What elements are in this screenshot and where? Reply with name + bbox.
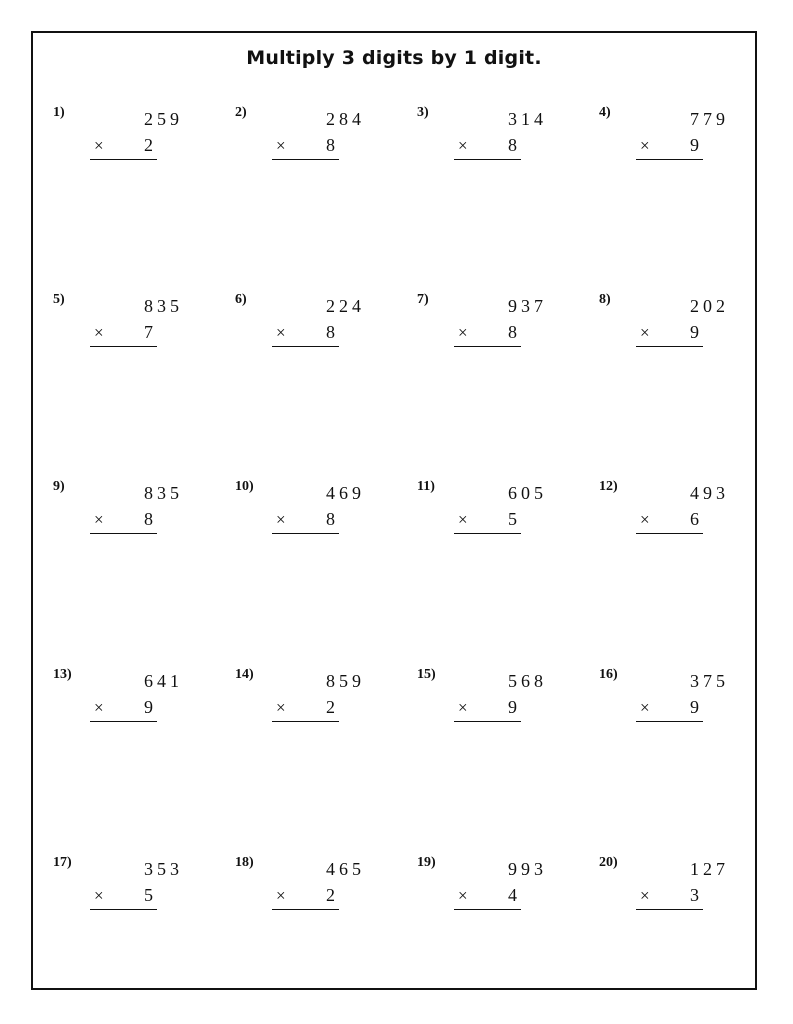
multiplication-problem bbox=[599, 667, 729, 737]
problem-number: 1) bbox=[53, 105, 65, 120]
times-sign: × bbox=[458, 136, 468, 155]
multiplier-row bbox=[636, 697, 703, 722]
multiplicand: 284 bbox=[326, 109, 365, 129]
multiplicand: 375 bbox=[690, 671, 729, 691]
times-sign: × bbox=[276, 323, 286, 342]
worksheet-page bbox=[31, 31, 757, 990]
multiplier: 8 bbox=[326, 509, 335, 529]
times-sign: × bbox=[458, 510, 468, 529]
multiplicand: 779 bbox=[690, 109, 729, 129]
multiplier-row bbox=[90, 885, 157, 910]
multiplicand: 259 bbox=[144, 109, 183, 129]
problem-grid bbox=[33, 33, 755, 988]
multiplier-row bbox=[90, 135, 157, 160]
multiplier: 3 bbox=[690, 885, 699, 905]
times-sign: × bbox=[458, 698, 468, 717]
multiplier-row bbox=[90, 697, 157, 722]
multiplier: 5 bbox=[508, 509, 517, 529]
problem-number: 17) bbox=[53, 855, 72, 870]
problem-number: 12) bbox=[599, 479, 618, 494]
multiplier-row bbox=[454, 885, 521, 910]
problem-number: 4) bbox=[599, 105, 611, 120]
multiplicand: 641 bbox=[144, 671, 183, 691]
multiplier: 2 bbox=[326, 885, 335, 905]
times-sign: × bbox=[640, 698, 650, 717]
multiplication-problem bbox=[417, 855, 547, 925]
multiplier: 8 bbox=[144, 509, 153, 529]
times-sign: × bbox=[94, 698, 104, 717]
multiplication-problem bbox=[599, 292, 729, 362]
multiplication-problem bbox=[53, 479, 183, 549]
problem-number: 8) bbox=[599, 292, 611, 307]
problem-number: 2) bbox=[235, 105, 247, 120]
multiplication-problem bbox=[417, 292, 547, 362]
multiplier: 9 bbox=[690, 322, 699, 342]
multiplier: 7 bbox=[144, 322, 153, 342]
times-sign: × bbox=[640, 510, 650, 529]
times-sign: × bbox=[276, 136, 286, 155]
multiplicand: 353 bbox=[144, 859, 183, 879]
multiplier: 6 bbox=[690, 509, 699, 529]
times-sign: × bbox=[458, 323, 468, 342]
multiplicand: 993 bbox=[508, 859, 547, 879]
multiplier-row bbox=[272, 135, 339, 160]
times-sign: × bbox=[276, 886, 286, 905]
problem-number: 13) bbox=[53, 667, 72, 682]
multiplier-row bbox=[272, 697, 339, 722]
multiplier: 2 bbox=[326, 697, 335, 717]
multiplier: 9 bbox=[690, 697, 699, 717]
times-sign: × bbox=[94, 323, 104, 342]
multiplicand: 314 bbox=[508, 109, 547, 129]
multiplicand: 224 bbox=[326, 296, 365, 316]
problem-number: 10) bbox=[235, 479, 254, 494]
multiplier-row bbox=[454, 509, 521, 534]
multiplication-problem bbox=[53, 855, 183, 925]
multiplication-problem bbox=[417, 667, 547, 737]
multiplier: 9 bbox=[144, 697, 153, 717]
times-sign: × bbox=[94, 136, 104, 155]
multiplication-problem bbox=[235, 855, 365, 925]
multiplicand: 835 bbox=[144, 483, 183, 503]
multiplication-problem bbox=[235, 105, 365, 175]
problem-number: 20) bbox=[599, 855, 618, 870]
multiplicand: 605 bbox=[508, 483, 547, 503]
times-sign: × bbox=[458, 886, 468, 905]
multiplier-row bbox=[272, 322, 339, 347]
multiplier: 9 bbox=[690, 135, 699, 155]
problem-number: 3) bbox=[417, 105, 429, 120]
multiplier-row bbox=[636, 322, 703, 347]
multiplicand: 127 bbox=[690, 859, 729, 879]
times-sign: × bbox=[640, 136, 650, 155]
times-sign: × bbox=[94, 510, 104, 529]
multiplier-row bbox=[636, 885, 703, 910]
multiplicand: 835 bbox=[144, 296, 183, 316]
multiplication-problem bbox=[599, 855, 729, 925]
times-sign: × bbox=[276, 698, 286, 717]
multiplicand: 493 bbox=[690, 483, 729, 503]
problem-number: 11) bbox=[417, 479, 435, 494]
multiplier-row bbox=[272, 885, 339, 910]
multiplier: 8 bbox=[326, 322, 335, 342]
multiplier-row bbox=[454, 697, 521, 722]
times-sign: × bbox=[94, 886, 104, 905]
problem-number: 18) bbox=[235, 855, 254, 870]
multiplier: 9 bbox=[508, 697, 517, 717]
multiplier-row bbox=[90, 322, 157, 347]
multiplier: 8 bbox=[326, 135, 335, 155]
problem-number: 14) bbox=[235, 667, 254, 682]
multiplier-row bbox=[272, 509, 339, 534]
multiplication-problem bbox=[53, 667, 183, 737]
multiplier-row bbox=[636, 135, 703, 160]
problem-number: 19) bbox=[417, 855, 436, 870]
times-sign: × bbox=[640, 886, 650, 905]
times-sign: × bbox=[640, 323, 650, 342]
multiplier: 5 bbox=[144, 885, 153, 905]
multiplicand: 465 bbox=[326, 859, 365, 879]
problem-number: 16) bbox=[599, 667, 618, 682]
multiplicand: 202 bbox=[690, 296, 729, 316]
multiplication-problem bbox=[235, 667, 365, 737]
times-sign: × bbox=[276, 510, 286, 529]
multiplicand: 937 bbox=[508, 296, 547, 316]
multiplication-problem bbox=[53, 105, 183, 175]
multiplier-row bbox=[90, 509, 157, 534]
multiplication-problem bbox=[599, 479, 729, 549]
multiplicand: 859 bbox=[326, 671, 365, 691]
problem-number: 6) bbox=[235, 292, 247, 307]
multiplication-problem bbox=[53, 292, 183, 362]
multiplication-problem bbox=[417, 479, 547, 549]
multiplicand: 469 bbox=[326, 483, 365, 503]
multiplier: 2 bbox=[144, 135, 153, 155]
multiplicand: 568 bbox=[508, 671, 547, 691]
worksheet-title: Multiply 3 digits by 1 digit. bbox=[246, 47, 542, 69]
problem-number: 7) bbox=[417, 292, 429, 307]
problem-number: 5) bbox=[53, 292, 65, 307]
problem-number: 15) bbox=[417, 667, 436, 682]
multiplier: 8 bbox=[508, 135, 517, 155]
multiplier-row bbox=[454, 135, 521, 160]
multiplier: 4 bbox=[508, 885, 517, 905]
multiplication-problem bbox=[235, 292, 365, 362]
problem-number: 9) bbox=[53, 479, 65, 494]
multiplier-row bbox=[454, 322, 521, 347]
multiplication-problem bbox=[417, 105, 547, 175]
multiplication-problem bbox=[599, 105, 729, 175]
multiplication-problem bbox=[235, 479, 365, 549]
multiplier-row bbox=[636, 509, 703, 534]
multiplier: 8 bbox=[508, 322, 517, 342]
